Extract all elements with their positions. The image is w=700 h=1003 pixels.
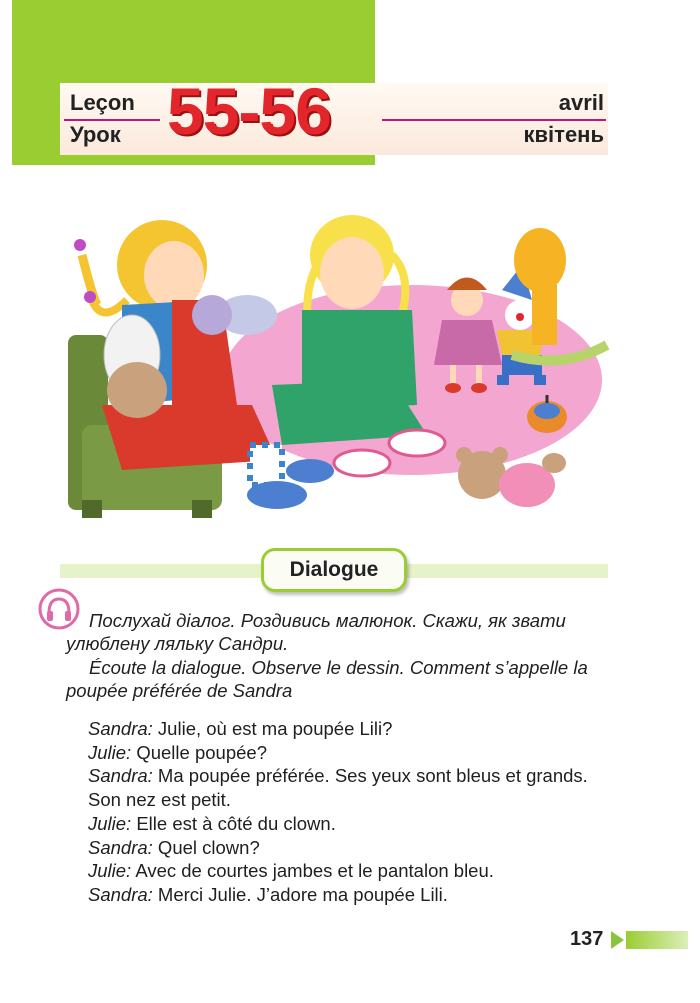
line-text: Quelle poupée? — [131, 741, 267, 763]
lesson-number: 55-56 — [167, 74, 331, 148]
instruction-fr: Écoute la dialogue. Observe le dessin. Comment s’appelle la poupée préférée de Sandra — [66, 657, 588, 701]
speaker: Julie: — [88, 741, 132, 763]
lesson-label-fr: Leçon — [70, 90, 135, 115]
speaker: Sandra: — [88, 883, 153, 905]
dialogue-line — [88, 836, 618, 860]
line-text: Elle est à côté du clown. — [131, 812, 336, 834]
dialogue-line — [88, 764, 618, 788]
instruction-ua: Послухай діалог. Роздивись малюнок. Скажи, як звати улюблену ляльку Сандри. — [66, 610, 566, 654]
dialogue-line — [88, 883, 618, 907]
speaker: Julie: — [88, 860, 132, 882]
dialogue-lines — [88, 717, 618, 907]
illustration — [62, 205, 610, 527]
line-text: Quel clown? — [152, 836, 260, 858]
page-number: 137 — [570, 928, 604, 950]
speaker: Sandra: — [88, 765, 153, 787]
line-text: Merci Julie. J’adore ma poupée Lili. — [152, 883, 448, 905]
page-arrow-icon — [611, 931, 624, 949]
dialogue-line — [88, 788, 618, 812]
line-text: Julie, où est ma poupée Lili? — [152, 718, 393, 739]
dialogue-line — [88, 717, 618, 741]
page-bar — [626, 931, 688, 949]
month-ua: квітень — [523, 122, 604, 147]
speaker: Julie: — [88, 812, 132, 834]
dialogue-line — [88, 812, 618, 836]
month-fr: avril — [558, 90, 604, 115]
dialogue-line — [88, 859, 618, 883]
dialogue-title: Dialogue — [289, 558, 379, 581]
header-divider-right — [382, 119, 606, 121]
speaker: Sandra: — [88, 836, 153, 858]
line-text: Avec de courtes jambes et le pantalon bleu. — [131, 860, 494, 882]
lesson-label-ua: Урок — [70, 122, 121, 147]
header-divider-left — [64, 119, 160, 121]
line-text: Son nez est petit. — [88, 789, 231, 811]
dialogue-line — [88, 741, 618, 765]
speaker: Sandra: — [88, 718, 153, 739]
line-text: Ma poupée préférée. Ses yeux sont bleus et grands. — [152, 765, 588, 787]
